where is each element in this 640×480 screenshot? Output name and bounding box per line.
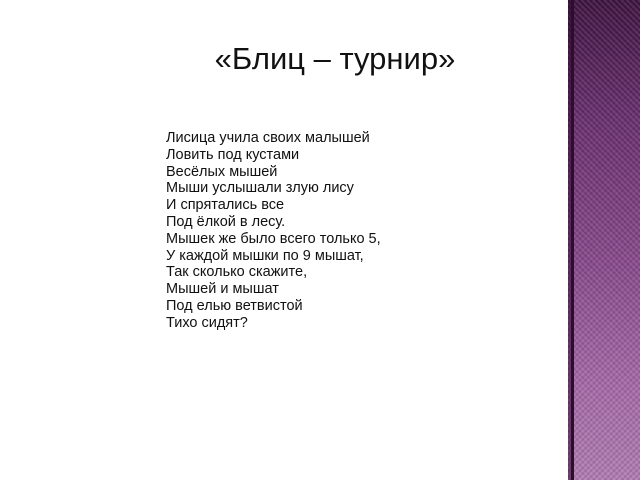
poem-text: [166, 130, 381, 332]
poem-line: Так сколько скажите,: [166, 264, 308, 281]
poem-line: Мышек же было всего только 5,: [166, 230, 381, 247]
poem-line: Под ёлкой в лесу.: [166, 213, 286, 230]
poem-line: И спрятались все: [166, 197, 285, 214]
poem-line: Лисица учила своих малышей: [166, 130, 370, 146]
poem-line: Под елью ветвистой: [166, 297, 303, 314]
decorative-divider-line: [571, 0, 574, 480]
poem-line: Тихо сидят?: [166, 314, 248, 331]
poem-line: Весёлых мышей: [166, 163, 278, 180]
poem-line: Мышей и мышат: [166, 281, 279, 298]
decorative-side-band: [568, 0, 640, 480]
poem-line: Мыши услышали злую лису: [166, 180, 354, 197]
slide-title: «Блиц – турнир»: [214, 41, 456, 76]
poem-line: Ловить под кустами: [166, 146, 300, 163]
poem-line: У каждой мышки по 9 мышат,: [166, 247, 364, 264]
